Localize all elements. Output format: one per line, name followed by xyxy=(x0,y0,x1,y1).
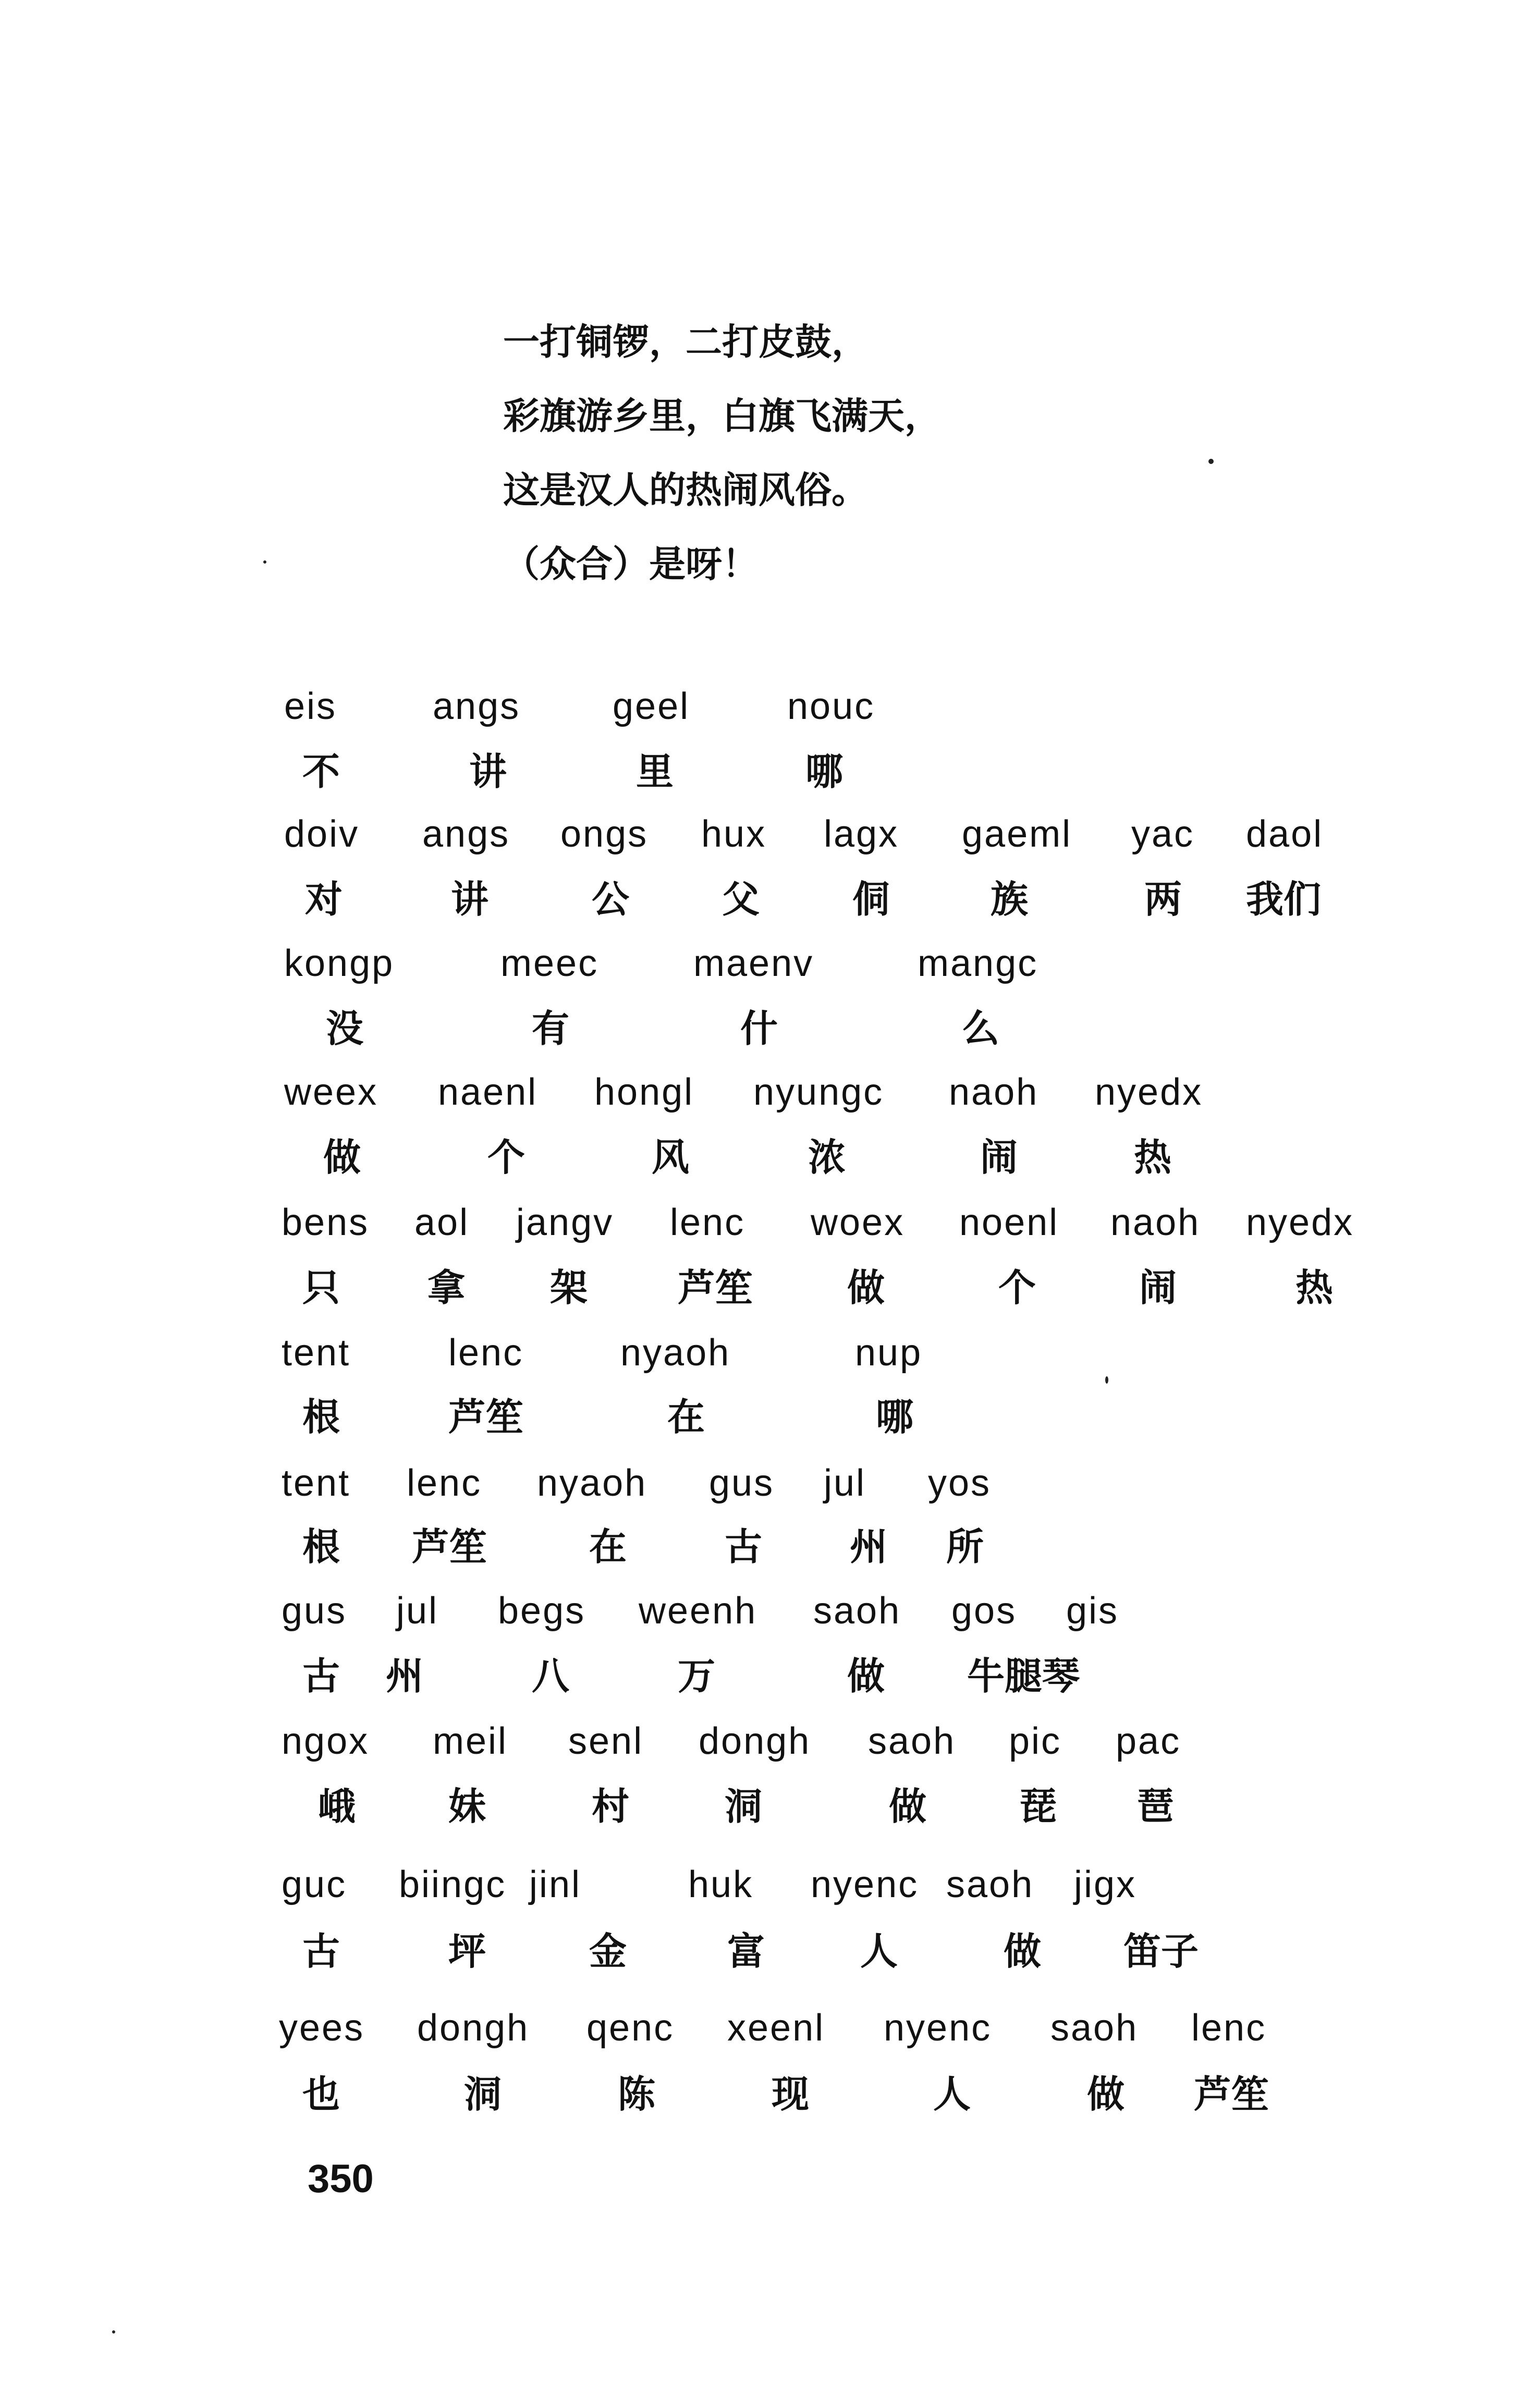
chinese-gloss-word: 村 xyxy=(592,1784,630,1828)
verse-line: （众合）是呀！ xyxy=(503,542,759,585)
romanized-word: lagx xyxy=(824,813,899,855)
chinese-gloss-word: 做 xyxy=(847,1654,885,1698)
chinese-gloss-word: 古 xyxy=(302,1654,340,1698)
romanized-word: nyungc xyxy=(753,1071,884,1113)
chinese-gloss-word: 风 xyxy=(652,1135,690,1179)
romanized-word: senl xyxy=(568,1720,644,1762)
romanized-word: bens xyxy=(282,1202,370,1243)
romanized-word: biingc xyxy=(399,1864,507,1905)
chinese-gloss-word: 根 xyxy=(302,1524,340,1569)
romanized-word: naenl xyxy=(438,1071,538,1113)
chinese-gloss-word: 笛子 xyxy=(1123,1929,1199,1973)
chinese-gloss-word: 里 xyxy=(636,749,674,793)
chinese-gloss-line xyxy=(0,1000,1540,1057)
chinese-gloss-word: 有 xyxy=(532,1006,570,1050)
chinese-gloss-word: 峨 xyxy=(318,1784,356,1828)
romanized-word: daol xyxy=(1246,813,1324,855)
print-speck xyxy=(263,560,266,564)
romanized-word: angs xyxy=(433,686,521,727)
romanized-word: pic xyxy=(1009,1720,1062,1762)
chinese-gloss-word: 做 xyxy=(847,1265,885,1310)
romanized-line xyxy=(0,1324,1540,1382)
romanized-word: guc xyxy=(282,1864,347,1905)
chinese-gloss-line xyxy=(0,1388,1540,1446)
chinese-gloss-word: 哪 xyxy=(805,749,844,793)
chinese-gloss-line xyxy=(0,1259,1540,1316)
chinese-gloss-word: 个 xyxy=(998,1265,1036,1310)
chinese-gloss-word: 侗 xyxy=(852,877,890,921)
chinese-gloss-word: 洞 xyxy=(725,1784,763,1828)
romanized-word: nup xyxy=(855,1332,923,1374)
romanized-word: nyaoh xyxy=(620,1332,731,1374)
romanized-word: saoh xyxy=(1050,2007,1139,2049)
chinese-gloss-word: 做 xyxy=(1004,1929,1042,1973)
romanized-word: yos xyxy=(928,1462,992,1504)
romanized-word: lenc xyxy=(407,1462,482,1504)
romanized-word: doiv xyxy=(284,813,360,855)
chinese-gloss-word: 州 xyxy=(850,1524,888,1569)
chinese-gloss-word: 父 xyxy=(722,877,760,921)
romanized-word: maenv xyxy=(693,943,814,984)
chinese-gloss-word: 人 xyxy=(933,2072,971,2116)
romanized-word: lenc xyxy=(448,1332,524,1374)
romanized-word: mangc xyxy=(918,943,1038,984)
romanized-word: nyenc xyxy=(811,1864,919,1905)
chinese-gloss-word: 只 xyxy=(302,1265,340,1310)
chinese-gloss-word: 浓 xyxy=(808,1135,846,1179)
chinese-gloss-line xyxy=(0,2066,1540,2123)
chinese-gloss-line xyxy=(0,1647,1540,1705)
romanized-line xyxy=(0,1455,1540,1512)
chinese-gloss-word: 古 xyxy=(302,1929,340,1973)
chinese-gloss-word: 芦笙 xyxy=(1194,2072,1269,2116)
chinese-gloss-line xyxy=(0,743,1540,800)
chinese-gloss-word: 琵 xyxy=(1019,1784,1057,1828)
chinese-gloss-word: 热 xyxy=(1295,1265,1334,1310)
chinese-gloss-word: 讲 xyxy=(451,877,489,921)
romanized-word: lenc xyxy=(1191,2007,1267,2049)
romanized-word: jinl xyxy=(529,1864,582,1905)
chinese-gloss-word: 做 xyxy=(1087,2072,1125,2116)
verse-block xyxy=(503,305,941,601)
chinese-gloss-word: 做 xyxy=(323,1135,361,1179)
verse-line: 这是汉人的热闹风俗。 xyxy=(503,468,868,511)
romanized-word: hux xyxy=(701,813,767,855)
chinese-gloss-word: 所 xyxy=(946,1524,984,1569)
romanized-word: weex xyxy=(284,1071,378,1113)
romanized-word: hongl xyxy=(594,1071,694,1113)
romanized-word: yees xyxy=(279,2007,365,2049)
romanized-word: pac xyxy=(1116,1720,1181,1762)
romanized-word: gus xyxy=(282,1590,347,1632)
romanized-word: angs xyxy=(422,813,510,855)
chinese-gloss-word: 在 xyxy=(667,1395,705,1439)
romanized-word: tent xyxy=(282,1332,351,1374)
chinese-gloss-line xyxy=(0,871,1540,928)
romanized-word: gus xyxy=(709,1462,775,1504)
romanized-word: jangv xyxy=(516,1202,614,1243)
romanized-word: xeenl xyxy=(727,2007,825,2049)
chinese-gloss-word: 族 xyxy=(991,877,1029,921)
chinese-gloss-word: 闹 xyxy=(1139,1265,1177,1310)
chinese-gloss-line xyxy=(0,1518,1540,1575)
chinese-gloss-word: 琶 xyxy=(1136,1784,1175,1828)
romanized-word: nyenc xyxy=(884,2007,992,2049)
chinese-gloss-word: 芦笙 xyxy=(412,1524,487,1569)
romanized-word: saoh xyxy=(813,1590,901,1632)
romanized-word: gis xyxy=(1066,1590,1119,1632)
chinese-gloss-word: 八 xyxy=(532,1654,570,1698)
chinese-gloss-word: 金 xyxy=(589,1929,627,1973)
verse-line: 一打铜锣，二打皮鼓， xyxy=(503,320,868,363)
romanized-word: yac xyxy=(1131,813,1195,855)
romanized-line xyxy=(0,805,1540,863)
romanized-word: weenh xyxy=(639,1590,757,1632)
chinese-gloss-word: 也 xyxy=(302,2072,340,2116)
romanized-word: ongs xyxy=(560,813,649,855)
romanized-word: dongh xyxy=(699,1720,811,1762)
romanized-word: begs xyxy=(498,1590,586,1632)
romanized-word: qenc xyxy=(586,2007,675,2049)
romanized-word: nouc xyxy=(787,686,875,727)
chinese-gloss-word: 芦笙 xyxy=(448,1395,524,1439)
romanized-line xyxy=(0,678,1540,735)
chinese-gloss-word: 讲 xyxy=(469,749,507,793)
chinese-gloss-word: 闹 xyxy=(980,1135,1018,1179)
romanized-word: dongh xyxy=(417,2007,530,2049)
chinese-gloss-word: 架 xyxy=(550,1265,588,1310)
romanized-word: saoh xyxy=(868,1720,956,1762)
chinese-gloss-word: 两 xyxy=(1144,877,1182,921)
romanized-word: noenl xyxy=(959,1202,1059,1243)
romanized-word: ngox xyxy=(282,1720,370,1762)
romanized-word: gos xyxy=(951,1590,1017,1632)
chinese-gloss-word: 对 xyxy=(305,877,343,921)
romanized-word: nyedx xyxy=(1095,1071,1203,1113)
chinese-gloss-word: 公 xyxy=(592,877,630,921)
romanized-word: meec xyxy=(500,943,599,984)
chinese-gloss-word: 陈 xyxy=(618,2072,656,2116)
romanized-word: meil xyxy=(433,1720,508,1762)
chinese-gloss-word: 古 xyxy=(725,1524,763,1569)
chinese-gloss-word: 洞 xyxy=(464,2072,502,2116)
chinese-gloss-line xyxy=(0,1778,1540,1835)
chinese-gloss-word: 在 xyxy=(589,1524,627,1569)
chinese-gloss-word: 万 xyxy=(678,1654,716,1698)
chinese-gloss-word: 做 xyxy=(889,1784,927,1828)
print-speck xyxy=(1208,459,1214,464)
chinese-gloss-word: 什 xyxy=(740,1006,778,1050)
romanized-line xyxy=(0,1582,1540,1640)
chinese-gloss-word: 哪 xyxy=(876,1395,914,1439)
chinese-gloss-word: 妹 xyxy=(448,1784,486,1828)
romanized-word: tent xyxy=(282,1462,351,1504)
chinese-gloss-word: 不 xyxy=(302,749,340,793)
romanized-word: kongp xyxy=(284,943,395,984)
romanized-line xyxy=(0,1194,1540,1251)
chinese-gloss-word: 么 xyxy=(962,1006,1000,1050)
chinese-gloss-word: 我们 xyxy=(1246,877,1322,921)
page-number: 350 xyxy=(308,2157,374,2201)
print-speck xyxy=(1105,1376,1108,1384)
chinese-gloss-word: 人 xyxy=(860,1929,898,1973)
romanized-word: woex xyxy=(811,1202,905,1243)
chinese-gloss-line xyxy=(0,1129,1540,1186)
chinese-gloss-word: 没 xyxy=(326,1006,364,1050)
romanized-word: jul xyxy=(824,1462,866,1504)
romanized-line xyxy=(0,1713,1540,1770)
chinese-gloss-word: 芦笙 xyxy=(678,1265,753,1310)
romanized-word: jul xyxy=(396,1590,439,1632)
chinese-gloss-line xyxy=(0,1923,1540,1980)
romanized-line xyxy=(0,1856,1540,1913)
romanized-line xyxy=(0,1999,1540,2057)
chinese-gloss-word: 热 xyxy=(1134,1135,1172,1179)
romanized-word: lenc xyxy=(670,1202,745,1243)
romanized-word: nyaoh xyxy=(537,1462,647,1504)
romanized-word: saoh xyxy=(946,1864,1034,1905)
romanized-word: naoh xyxy=(1110,1202,1201,1243)
romanized-word: gaeml xyxy=(962,813,1072,855)
chinese-gloss-word: 州 xyxy=(386,1654,424,1698)
romanized-line xyxy=(0,1064,1540,1121)
romanized-word: eis xyxy=(284,686,337,727)
chinese-gloss-word: 根 xyxy=(302,1395,340,1439)
romanized-word: geel xyxy=(613,686,690,727)
chinese-gloss-word: 富 xyxy=(727,1929,765,1973)
chinese-gloss-word: 现 xyxy=(772,2072,810,2116)
chinese-gloss-word: 个 xyxy=(487,1135,525,1179)
chinese-gloss-word: 拿 xyxy=(427,1265,466,1310)
romanized-word: naoh xyxy=(949,1071,1039,1113)
romanized-word: jigx xyxy=(1074,1864,1137,1905)
romanized-word: aol xyxy=(414,1202,470,1243)
verse-line: 彩旗游乡里，白旗飞满天， xyxy=(503,394,941,437)
chinese-gloss-word: 牛腿琴 xyxy=(967,1654,1080,1698)
chinese-gloss-word: 坪 xyxy=(448,1929,486,1973)
romanized-word: huk xyxy=(688,1864,754,1905)
romanized-line xyxy=(0,935,1540,992)
print-speck xyxy=(112,2330,115,2333)
romanized-word: nyedx xyxy=(1246,1202,1354,1243)
